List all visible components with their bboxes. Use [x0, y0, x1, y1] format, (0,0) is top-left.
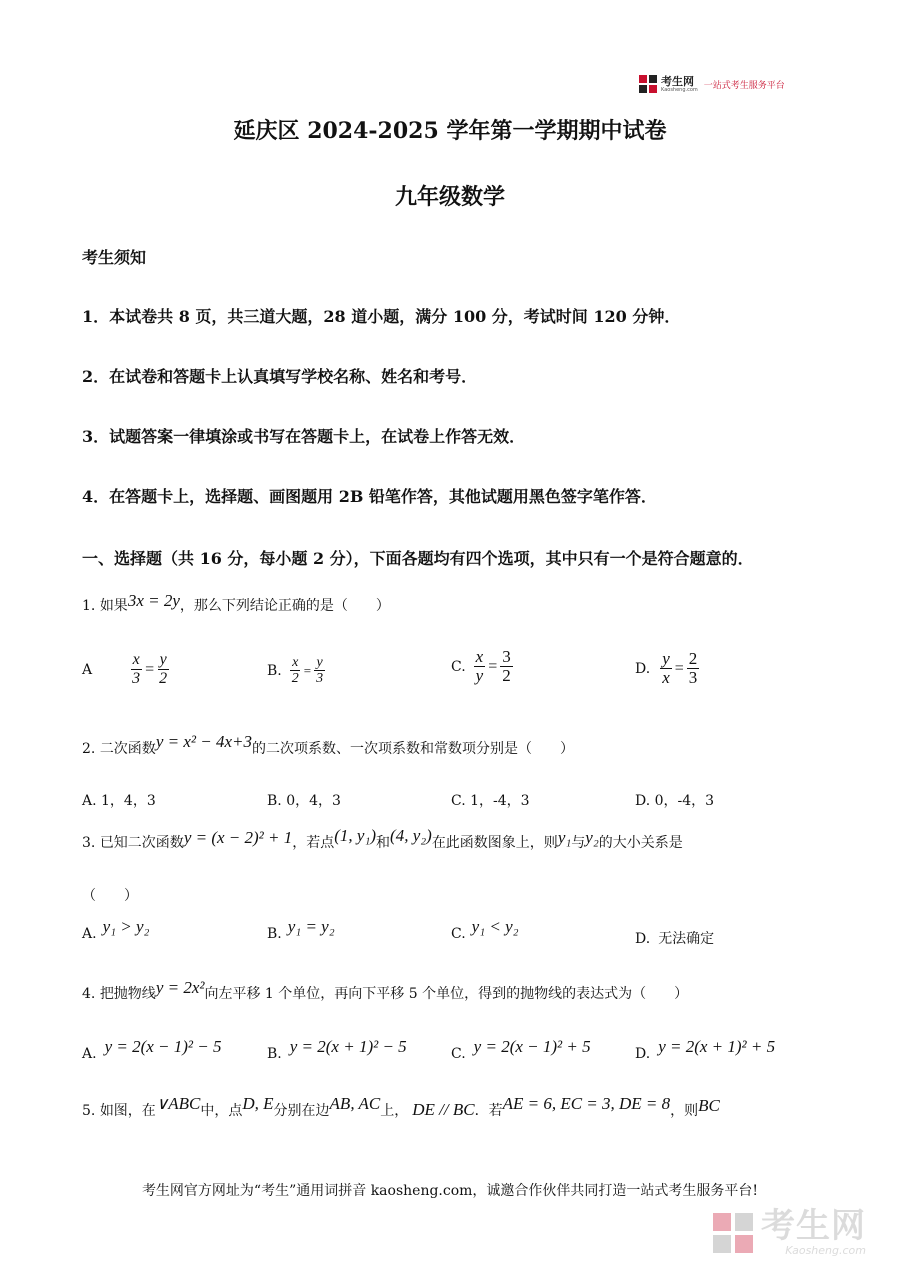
exam-title: 延庆区 2024-2025 学年第一学期期中试卷: [233, 118, 667, 144]
option-label: A: [82, 661, 93, 678]
fraction: $\frac{y}{x}$: [662, 649, 670, 687]
question-text: ．若: [474, 1103, 503, 1119]
option-label: D.: [635, 1046, 651, 1062]
brand-name: 考生网: [661, 74, 694, 88]
option-math: y = 2(x + 1)² − 5: [289, 1037, 407, 1056]
question-3: [82, 826, 683, 852]
question-number: 4.: [82, 986, 96, 1002]
option-label: D.: [635, 931, 651, 947]
option-text: 无法确定: [658, 931, 715, 947]
kaosheng-watermark-icon: [711, 1211, 755, 1255]
section-heading: 一、选择题（共 16 分，每小题 2 分），下面各题均有四个选项，其中只有一个是符合题意的．: [82, 549, 754, 568]
question-text: 如图，在: [99, 1103, 156, 1119]
option-a: [82, 651, 169, 688]
question-number: 3.: [82, 835, 96, 851]
notice-item: 1．本试卷共 8 页，共三道大题，28 道小题，满分 100 分，考试时间 120 分钟．: [82, 307, 681, 326]
option-a: [82, 917, 150, 943]
point: (1, y₁): [334, 826, 377, 845]
question-text: 把抛物线: [99, 986, 156, 1002]
option-label: B.: [267, 1046, 282, 1062]
points-math: D, E: [242, 1094, 274, 1113]
question-text: 在此函数图象上，则: [431, 835, 558, 851]
fraction: $\frac{y}{2}$: [159, 651, 168, 687]
option-math: y₁ > y₂: [102, 917, 150, 936]
fraction: $\frac{x}{y}$: [475, 647, 484, 685]
option-b: [267, 1037, 407, 1063]
equals-sign: =: [303, 662, 312, 678]
option-c: [451, 648, 513, 685]
option-label: B.: [267, 926, 282, 942]
option-b: B. 0，4，3: [267, 793, 341, 809]
equals-sign: =: [145, 660, 155, 678]
triangle-math: ∨ABC: [155, 1094, 201, 1113]
variable: y₂: [585, 828, 599, 847]
question-text: 分别在边: [273, 1103, 330, 1119]
fraction: $\frac{x}{2}$: [291, 655, 299, 686]
question-5: [82, 1094, 720, 1120]
watermark: [711, 1208, 866, 1257]
notice-heading: 考生须知: [82, 248, 147, 267]
question-text: ，那么下列结论正确的是（ ）: [179, 598, 390, 614]
option-label: B.: [267, 662, 282, 679]
option-d: [635, 1037, 776, 1063]
kaosheng-logo-icon: [638, 74, 658, 94]
watermark-url: Kaosheng.com: [785, 1244, 866, 1257]
option-c: [451, 1037, 591, 1063]
option-a: [82, 1037, 222, 1063]
footer-text: 考生网官方网址为“考生”通用词拼音 kaosheng.com，诚邀合作伙伴共同打造一站式考生服务平台!: [141, 1183, 759, 1199]
question-text: ，若点: [292, 835, 335, 851]
option-c: C. 1，-4，3: [451, 793, 530, 809]
option-c: [451, 917, 519, 943]
option-label: A.: [82, 1046, 97, 1062]
fraction: $\frac{2}{3}$: [688, 649, 698, 687]
fraction: $\frac{y}{3}$: [316, 655, 324, 686]
brand-text: [658, 76, 698, 93]
question-number: 5.: [82, 1103, 96, 1119]
option-d: D. 0，-4，3: [635, 793, 715, 809]
equals-sign: =: [674, 659, 684, 677]
option-math: y₁ = y₂: [287, 917, 335, 936]
option-math: y = 2(x − 1)² + 5: [473, 1037, 591, 1056]
question-2: [82, 732, 574, 758]
question-text: 如果: [99, 598, 128, 614]
watermark-name: 考生网: [761, 1206, 866, 1246]
option-label: D.: [635, 660, 651, 677]
question-4: [82, 978, 689, 1003]
question-text: 已知二次函数: [99, 835, 184, 851]
equation: y = 2x²: [155, 978, 205, 997]
option-label: C.: [451, 926, 466, 942]
unknown-math: BC: [698, 1096, 720, 1115]
question-text: 与: [571, 835, 586, 851]
question-1: [82, 591, 390, 615]
question-text: 上，: [380, 1103, 409, 1119]
notice-item: 3．试题答案一律填涂或书写在答题卡上，在试卷上作答无效．: [82, 427, 526, 446]
option-label: A.: [82, 926, 97, 942]
equals-sign: =: [488, 657, 498, 675]
variable: y₁: [557, 828, 572, 847]
equation: 3x = 2y: [127, 591, 180, 610]
option-math: y = 2(x − 1)² − 5: [104, 1037, 222, 1056]
question-text: 中，点: [200, 1103, 243, 1119]
option-b: [267, 655, 325, 686]
fraction: $\frac{3}{2}$: [502, 647, 511, 685]
question-number: 2.: [82, 741, 96, 757]
fraction: $\frac{x}{3}$: [132, 651, 141, 687]
answer-paren: （ ）: [82, 888, 138, 904]
option-label: C.: [451, 1046, 466, 1062]
option-math: y = 2(x + 1)² + 5: [658, 1037, 776, 1056]
brand-url: Kaosheng.com: [661, 86, 698, 93]
option-b: [267, 917, 335, 943]
option-d: [635, 650, 699, 687]
question-text: ，则: [670, 1103, 699, 1119]
option-a: A. 1，4，3: [82, 793, 156, 809]
question-text: 向左平移 1 个单位，再向下平移 5 个单位，得到的抛物线的表达式为（ ）: [204, 986, 689, 1002]
option-label: C.: [451, 658, 466, 675]
watermark-text: [761, 1208, 866, 1257]
notice-item: 4．在答题卡上，选择题、画图题用 2B 铅笔作答，其他试题用黑色签字笔作答．: [82, 487, 657, 506]
lengths-math: AE = 6, EC = 3, DE = 8: [502, 1094, 671, 1113]
question-text: 的二次项系数、一次项系数和常数项分别是（ ）: [251, 741, 574, 757]
option-math: y₁ < y₂: [471, 917, 519, 936]
question-text: 和: [376, 835, 391, 851]
parallel-math: DE // BC: [412, 1100, 475, 1119]
equation: y = x² − 4x+3: [155, 732, 252, 751]
option-d: [635, 928, 714, 948]
notice-item: 2．在试卷和答题卡上认真填写学校名称、姓名和考号．: [82, 367, 478, 386]
brand-logo: [638, 74, 785, 94]
question-text: 二次函数: [99, 741, 156, 757]
sides-math: AB, AC: [329, 1094, 381, 1113]
brand-slogan: 一站式考生服务平台: [703, 80, 785, 91]
point: (4, y₂): [390, 826, 432, 845]
exam-subtitle: 九年级数学: [394, 184, 505, 210]
equation: y = (x − 2)² + 1: [183, 828, 293, 847]
question-number: 1.: [82, 598, 96, 614]
question-text: 的大小关系是: [598, 835, 683, 851]
